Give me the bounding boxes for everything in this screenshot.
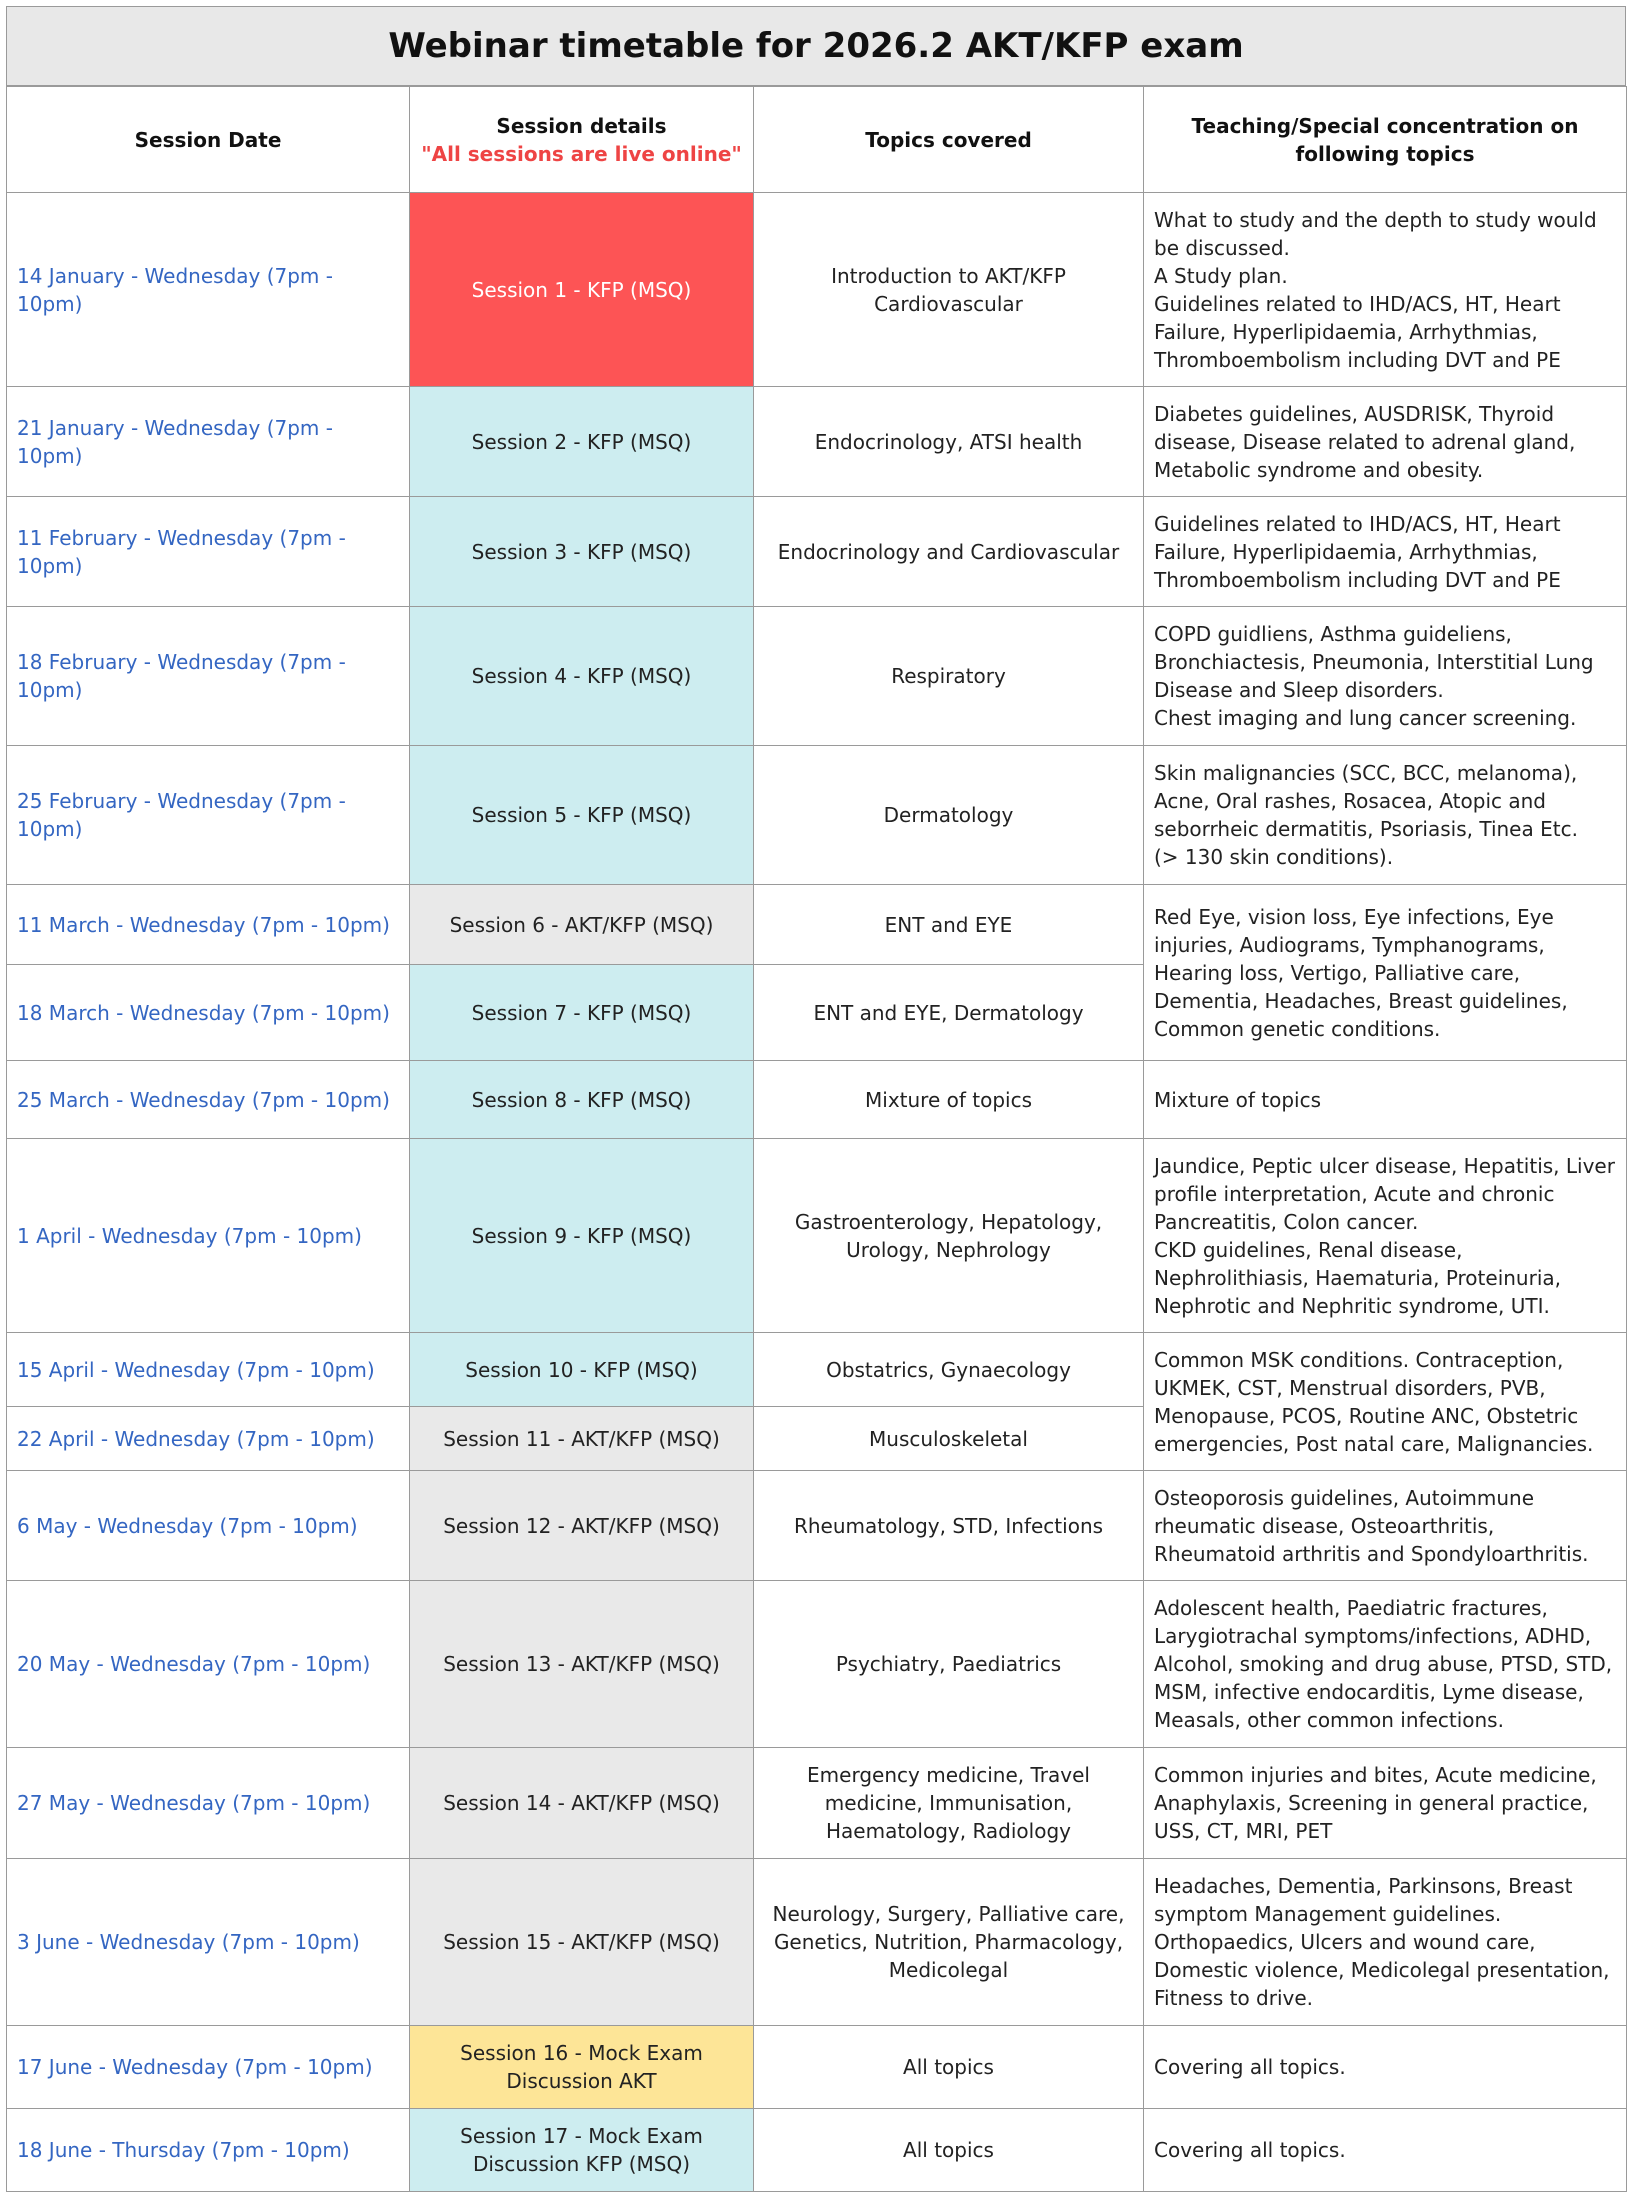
session-detail: Session 17 - Mock Exam Discussion KFP (MSQ) [410,2109,754,2192]
session-topics: Obstatrics, Gynaecology [754,1333,1144,1407]
session-date: 17 June - Wednesday (7pm - 10pm) [7,2026,410,2109]
table-row [7,2026,1627,2109]
table-row [7,1748,1627,1859]
table-row [7,1859,1627,2026]
table-row [7,1139,1627,1333]
session-date: 11 February - Wednesday (7pm - 10pm) [7,497,410,607]
session-topics: Neurology, Surgery, Palliative care, Genetics, Nutrition, Pharmacology, Medicolegal [754,1859,1144,2026]
header-session-details [410,87,754,193]
session-teaching: Red Eye, vision loss, Eye infections, Eye injuries, Audiograms, Tymphanograms, Hearing loss, Vertigo, Palliative care, Dementia, Headaches, Breast guidelines, Common genetic conditions. [1144,885,1627,1061]
session-topics: All topics [754,2109,1144,2192]
session-teaching: Common injuries and bites, Acute medicine, Anaphylaxis, Screening in general practice, USS, CT, MRI, PET [1144,1748,1627,1859]
session-topics: ENT and EYE, Dermatology [754,965,1144,1061]
session-topics: Respiratory [754,607,1144,746]
session-topics: Musculoskeletal [754,1407,1144,1471]
session-date: 25 March - Wednesday (7pm - 10pm) [7,1061,410,1139]
table-row [7,607,1627,746]
session-date: 1 April - Wednesday (7pm - 10pm) [7,1139,410,1333]
header-topics: Topics covered [754,87,1144,193]
table-row [7,1581,1627,1748]
session-topics: Endocrinology, ATSI health [754,387,1144,497]
session-detail: Session 14 - AKT/KFP (MSQ) [410,1748,754,1859]
header-session-date: Session Date [7,87,410,193]
session-teaching: Mixture of topics [1144,1061,1627,1139]
session-detail: Session 2 - KFP (MSQ) [410,387,754,497]
session-date: 14 January - Wednesday (7pm - 10pm) [7,193,410,387]
session-topics: Mixture of topics [754,1061,1144,1139]
session-teaching: Covering all topics. [1144,2026,1627,2109]
table-row [7,1333,1627,1407]
session-date: 18 June - Thursday (7pm - 10pm) [7,2109,410,2192]
session-topics: Endocrinology and Cardiovascular [754,497,1144,607]
session-detail: Session 16 - Mock Exam Discussion AKT [410,2026,754,2109]
table-row [7,497,1627,607]
table-row [7,387,1627,497]
session-teaching: COPD guidliens, Asthma guideliens, Bronchiactesis, Pneumonia, Interstitial Lung Disease and Sleep disorders. Chest imaging and lung cancer screening. [1144,607,1627,746]
session-detail: Session 9 - KFP (MSQ) [410,1139,754,1333]
schedule-table [6,86,1627,2192]
session-topics: Emergency medicine, Travel medicine, Immunisation, Haematology, Radiology [754,1748,1144,1859]
table-row [7,193,1627,387]
timetable [6,6,1626,2192]
page-title: Webinar timetable for 2026.2 AKT/KFP exam [6,6,1626,86]
session-detail: Session 13 - AKT/KFP (MSQ) [410,1581,754,1748]
session-date: 15 April - Wednesday (7pm - 10pm) [7,1333,410,1407]
session-teaching: What to study and the depth to study would be discussed. A Study plan. Guidelines related to IHD/ACS, HT, Heart Failure, Hyperlipidaemia, Arrhythmias, Thromboembolism including DVT and PE [1144,193,1627,387]
session-date: 22 April - Wednesday (7pm - 10pm) [7,1407,410,1471]
session-detail: Session 7 - KFP (MSQ) [410,965,754,1061]
session-teaching: Jaundice, Peptic ulcer disease, Hepatitis, Liver profile interpretation, Acute and chronic Pancreatitis, Colon cancer. CKD guidelines, Renal disease, Nephrolithiasis, Haematuria, Proteinuria, Nephrotic and Nephritic syndrome, UTI. [1144,1139,1627,1333]
session-date: 20 May - Wednesday (7pm - 10pm) [7,1581,410,1748]
table-row [7,746,1627,885]
session-date: 11 March - Wednesday (7pm - 10pm) [7,885,410,965]
session-detail: Session 15 - AKT/KFP (MSQ) [410,1859,754,2026]
header-details-label: Session details [496,113,667,138]
table-row [7,885,1627,965]
session-teaching: Covering all topics. [1144,2109,1627,2192]
session-topics: ENT and EYE [754,885,1144,965]
session-detail: Session 1 - KFP (MSQ) [410,193,754,387]
session-teaching: Diabetes guidelines, AUSDRISK, Thyroid disease, Disease related to adrenal gland, Metabolic syndrome and obesity. [1144,387,1627,497]
table-row [7,1471,1627,1581]
table-row [7,2109,1627,2192]
session-teaching: Headaches, Dementia, Parkinsons, Breast symptom Management guidelines. Orthopaedics, Ulcers and wound care, Domestic violence, Medicolegal presentation, Fitness to drive. [1144,1859,1627,2026]
table-row [7,1061,1627,1139]
session-detail: Session 12 - AKT/KFP (MSQ) [410,1471,754,1581]
session-teaching: Guidelines related to IHD/ACS, HT, Heart Failure, Hyperlipidaemia, Arrhythmias, Thromboembolism including DVT and PE [1144,497,1627,607]
session-date: 18 March - Wednesday (7pm - 10pm) [7,965,410,1061]
header-teaching: Teaching/Special concentration on following topics [1144,87,1627,193]
session-date: 21 January - Wednesday (7pm - 10pm) [7,387,410,497]
session-teaching: Common MSK conditions. Contraception, UKMEK, CST, Menstrual disorders, PVB, Menopause, PCOS, Routine ANC, Obstetric emergencies, Post natal care, Malignancies. [1144,1333,1627,1471]
session-detail: Session 6 - AKT/KFP (MSQ) [410,885,754,965]
session-detail: Session 10 - KFP (MSQ) [410,1333,754,1407]
table-header-row [7,87,1627,193]
session-teaching: Skin malignancies (SCC, BCC, melanoma), Acne, Oral rashes, Rosacea, Atopic and seborrheic dermatitis, Psoriasis, Tinea Etc. (> 130 skin conditions). [1144,746,1627,885]
session-topics: All topics [754,2026,1144,2109]
session-topics: Rheumatology, STD, Infections [754,1471,1144,1581]
session-date: 18 February - Wednesday (7pm - 10pm) [7,607,410,746]
session-date: 6 May - Wednesday (7pm - 10pm) [7,1471,410,1581]
header-details-note: "All sessions are live online" [421,141,742,166]
session-date: 25 February - Wednesday (7pm - 10pm) [7,746,410,885]
session-topics: Introduction to AKT/KFP Cardiovascular [754,193,1144,387]
session-detail: Session 5 - KFP (MSQ) [410,746,754,885]
session-date: 27 May - Wednesday (7pm - 10pm) [7,1748,410,1859]
session-teaching: Osteoporosis guidelines, Autoimmune rheumatic disease, Osteoarthritis, Rheumatoid arthritis and Spondyloarthritis. [1144,1471,1627,1581]
session-topics: Dermatology [754,746,1144,885]
session-topics: Gastroenterology, Hepatology, Urology, Nephrology [754,1139,1144,1333]
session-detail: Session 3 - KFP (MSQ) [410,497,754,607]
session-detail: Session 11 - AKT/KFP (MSQ) [410,1407,754,1471]
session-teaching: Adolescent health, Paediatric fractures, Larygiotrachal symptoms/infections, ADHD, Alcohol, smoking and drug abuse, PTSD, STD, MSM, infective endocarditis, Lyme disease, Measals, other common infections. [1144,1581,1627,1748]
session-detail: Session 8 - KFP (MSQ) [410,1061,754,1139]
session-detail: Session 4 - KFP (MSQ) [410,607,754,746]
session-date: 3 June - Wednesday (7pm - 10pm) [7,1859,410,2026]
session-topics: Psychiatry, Paediatrics [754,1581,1144,1748]
